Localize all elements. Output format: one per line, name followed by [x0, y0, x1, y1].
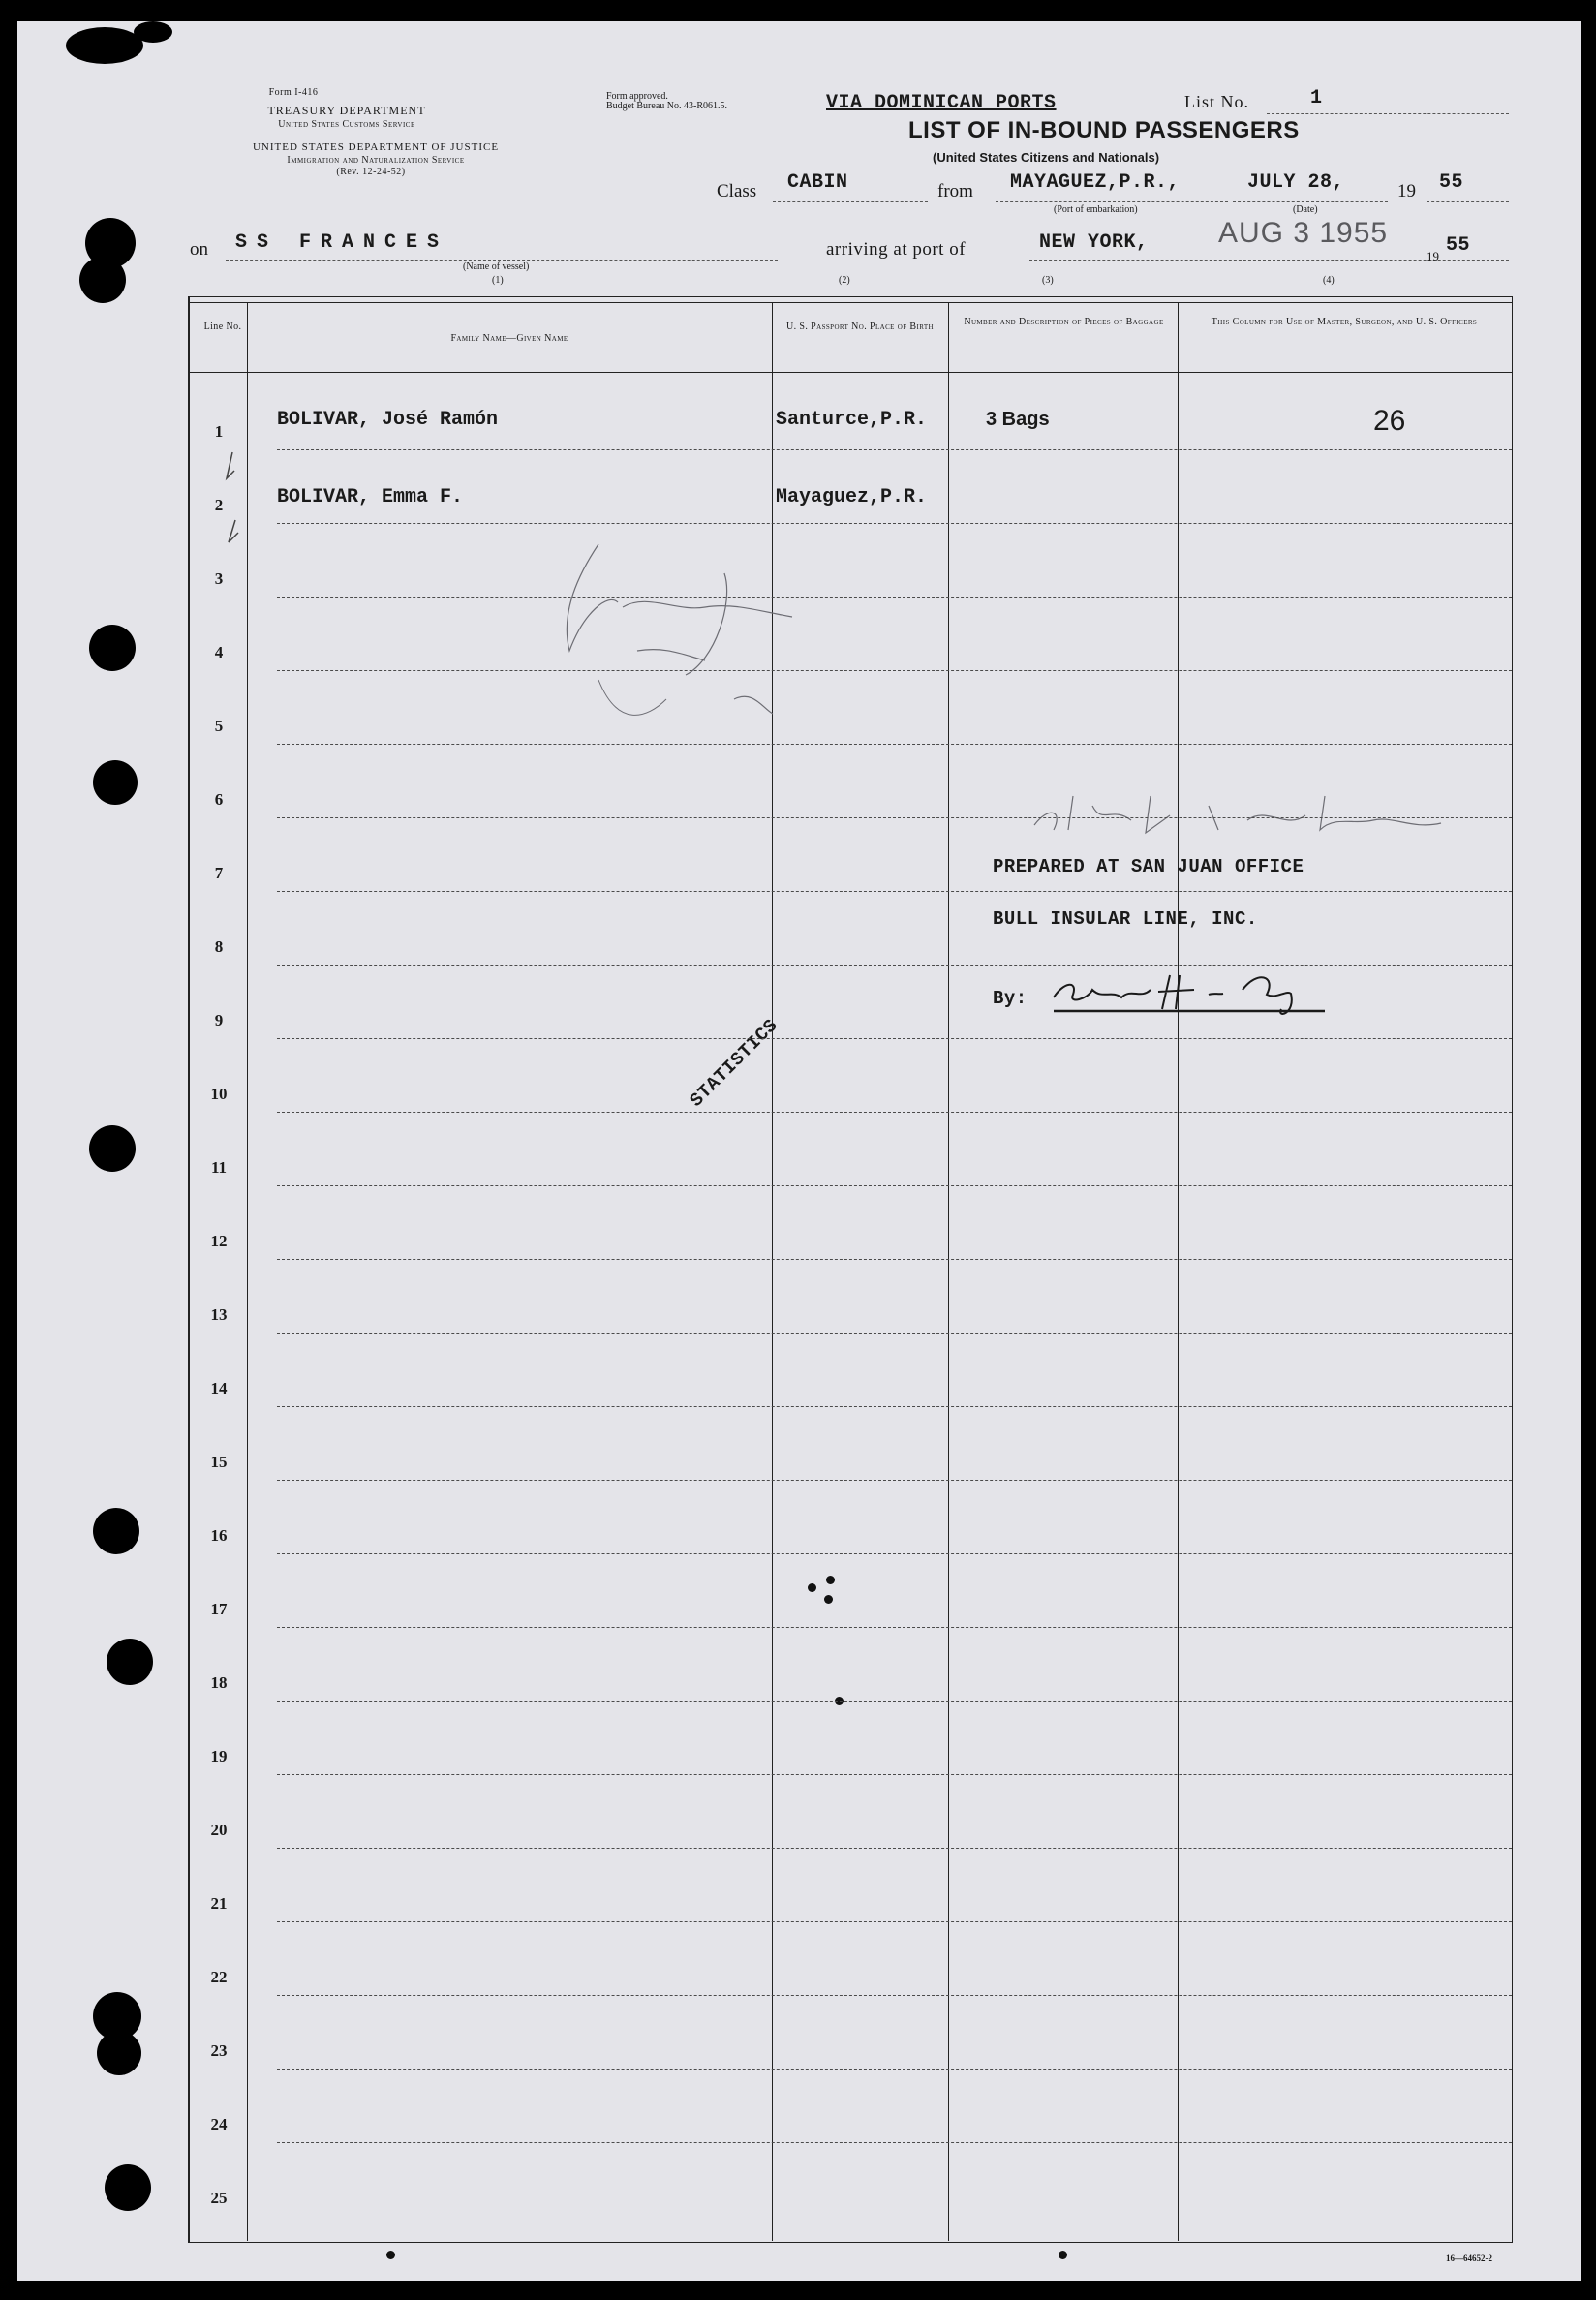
caption-1: (1) [492, 275, 504, 286]
arrival-port: NEW YORK, [1039, 231, 1149, 254]
arrival-date-stamp: AUG 3 1955 [1218, 217, 1389, 249]
header-line-no: Line No. [203, 322, 242, 332]
binder-hole-4 [93, 760, 138, 805]
ink-dot-6 [1059, 2251, 1067, 2259]
from-value: MAYAGUEZ,P.R., [1010, 171, 1181, 194]
line-number-14: 14 [210, 1379, 228, 1397]
passenger-1-birth: Santurce,P.R. [776, 409, 928, 431]
binder-hole-5 [89, 1125, 136, 1172]
ink-dot-2 [826, 1576, 835, 1584]
row-rule-12 [277, 1259, 1512, 1260]
line-number-13: 13 [210, 1305, 228, 1324]
binder-hole-2 [79, 257, 126, 303]
ink-dot-1 [808, 1583, 816, 1592]
dept-treasury: TREASURY DEPARTMENT [267, 104, 426, 117]
by-label: By: [993, 988, 1028, 1009]
row-rule-5 [277, 744, 1512, 745]
line-number-8: 8 [214, 937, 224, 956]
row-rule-16 [277, 1553, 1512, 1554]
arrival-year-prefix: 19 [1427, 249, 1439, 263]
header-officers: This Column for Use of Master, Surgeon, and U. S. Officers [1211, 317, 1478, 327]
on-label: on [190, 239, 208, 260]
via-ports: VIA DOMINICAN PORTS [826, 92, 1057, 114]
passenger-1-baggage: 3 Bags [986, 409, 1050, 430]
year-underline [1427, 201, 1509, 202]
line-number-16: 16 [210, 1526, 228, 1545]
vessel-caption: (Name of vessel) [463, 261, 530, 272]
date-caption: (Date) [1293, 204, 1318, 215]
line-number-18: 18 [210, 1673, 228, 1692]
row-rule-19 [277, 1774, 1512, 1775]
vessel-underline [226, 260, 778, 261]
row-rule-9 [277, 1038, 1512, 1039]
line-number-11: 11 [210, 1158, 228, 1177]
line-number-9: 9 [214, 1011, 224, 1029]
row-rule-2 [277, 523, 1512, 524]
row-rule-14 [277, 1406, 1512, 1407]
list-no-label: List No. [1184, 92, 1250, 111]
customs-service: United States Customs Service [278, 119, 415, 130]
line-number-6: 6 [214, 790, 224, 809]
class-value: CABIN [787, 171, 848, 194]
header-bottom-rule [188, 372, 1512, 373]
form-number: Form I-416 [268, 87, 319, 98]
from-underline [996, 201, 1228, 202]
ink-dot-3 [824, 1595, 833, 1604]
approval-line-2: Budget Bureau No. 43-R061.5. [606, 101, 727, 111]
line-number-20: 20 [210, 1821, 228, 1839]
row-rule-13 [277, 1333, 1512, 1334]
row-rule-17 [277, 1627, 1512, 1628]
class-label: Class [717, 181, 757, 201]
passenger-1-name: BOLIVAR, José Ramón [277, 409, 499, 431]
revision: (Rev. 12-24-52) [336, 167, 406, 177]
row-rule-24 [277, 2142, 1512, 2143]
statistics-stamp: STATISTICS [686, 1014, 783, 1112]
row-rule-8 [277, 965, 1512, 966]
binder-hole-3 [89, 625, 136, 671]
row-rule-10 [277, 1112, 1512, 1113]
line-number-17: 17 [210, 1600, 228, 1618]
col-rule-3 [948, 302, 949, 2241]
row-rule-20 [277, 1848, 1512, 1849]
row-rule-4 [277, 670, 1512, 671]
ins: Immigration and Naturalization Service [287, 155, 465, 166]
header-baggage: Number and Description of Pieces of Baggage [964, 317, 1164, 327]
binder-hole-6 [93, 1508, 139, 1554]
line-number-19: 19 [210, 1747, 228, 1765]
form-title: LIST OF IN-BOUND PASSENGERS [908, 117, 1300, 143]
passenger-2-name: BOLIVAR, Emma F. [277, 486, 464, 508]
col-rule-4 [1178, 302, 1179, 2241]
from-label: from [937, 181, 973, 201]
row-rule-15 [277, 1480, 1512, 1481]
passenger-1-officers: 26 [1373, 405, 1406, 437]
date-value: JULY 28, [1247, 171, 1345, 194]
manifest-page [17, 21, 1581, 2281]
row-rule-3 [277, 597, 1512, 598]
row-rule-22 [277, 1995, 1512, 1996]
line-number-22: 22 [210, 1968, 228, 1986]
line-number-1: 1 [214, 422, 224, 441]
row-rule-18 [277, 1701, 1512, 1702]
line-number-7: 7 [214, 864, 224, 882]
line-number-2: 2 [214, 496, 224, 514]
row-rule-7 [277, 891, 1512, 892]
line-number-10: 10 [210, 1085, 228, 1103]
dept-justice: UNITED STATES DEPARTMENT OF JUSTICE [252, 141, 500, 153]
caption-3: (3) [1042, 275, 1054, 286]
line-number-23: 23 [210, 2041, 228, 2060]
binder-hole-9 [97, 2031, 141, 2075]
torn-corner [66, 27, 143, 64]
binder-hole-10 [105, 2164, 151, 2211]
vessel-name: SS FRANCES [235, 231, 449, 254]
list-no-value: 1 [1310, 87, 1323, 109]
line-number-15: 15 [210, 1453, 228, 1471]
binder-hole-7 [107, 1639, 153, 1685]
row-rule-11 [277, 1185, 1512, 1186]
col-rule-1 [247, 302, 248, 2241]
caption-4: (4) [1323, 275, 1335, 286]
table-top-double [188, 302, 1512, 303]
handwritten-address [1025, 777, 1470, 844]
line-number-25: 25 [210, 2189, 228, 2207]
signature [1034, 961, 1354, 1028]
passenger-2-birth: Mayaguez,P.R. [776, 486, 928, 508]
line-number-24: 24 [210, 2115, 228, 2133]
approval-line-1: Form approved. [606, 91, 668, 102]
line-number-3: 3 [214, 569, 224, 588]
line-number-4: 4 [214, 643, 224, 661]
header-passport: U. S. Passport No. Place of Birth [785, 322, 934, 332]
form-code: 16—64652-2 [1446, 2254, 1492, 2263]
year-prefix: 19 [1397, 181, 1416, 201]
arriving-label: arriving at port of [826, 239, 967, 260]
port-caption: (Port of embarkation) [1054, 204, 1138, 215]
line-number-5: 5 [214, 717, 224, 735]
class-underline [773, 201, 928, 202]
prepared-at: PREPARED AT SAN JUAN OFFICE [993, 856, 1304, 877]
row-rule-21 [277, 1921, 1512, 1922]
ink-dot-5 [386, 2251, 395, 2259]
year-value: 55 [1439, 171, 1464, 194]
company-name: BULL INSULAR LINE, INC. [993, 908, 1258, 930]
torn-corner-edge [134, 21, 172, 43]
caption-2: (2) [839, 275, 850, 286]
check-marks [211, 428, 250, 544]
row-rule-6 [277, 817, 1512, 818]
date-underline [1233, 201, 1388, 202]
row-rule-23 [277, 2069, 1512, 2070]
handwritten-notation [540, 515, 860, 738]
list-no-underline [1267, 113, 1509, 114]
arrival-year: 55 [1446, 234, 1471, 257]
form-subtitle: (United States Citizens and Nationals) [933, 150, 1160, 165]
row-rule-1 [277, 449, 1512, 450]
line-number-12: 12 [210, 1232, 228, 1250]
line-number-21: 21 [210, 1894, 228, 1913]
header-name: Family Name—Given Name [450, 333, 568, 344]
